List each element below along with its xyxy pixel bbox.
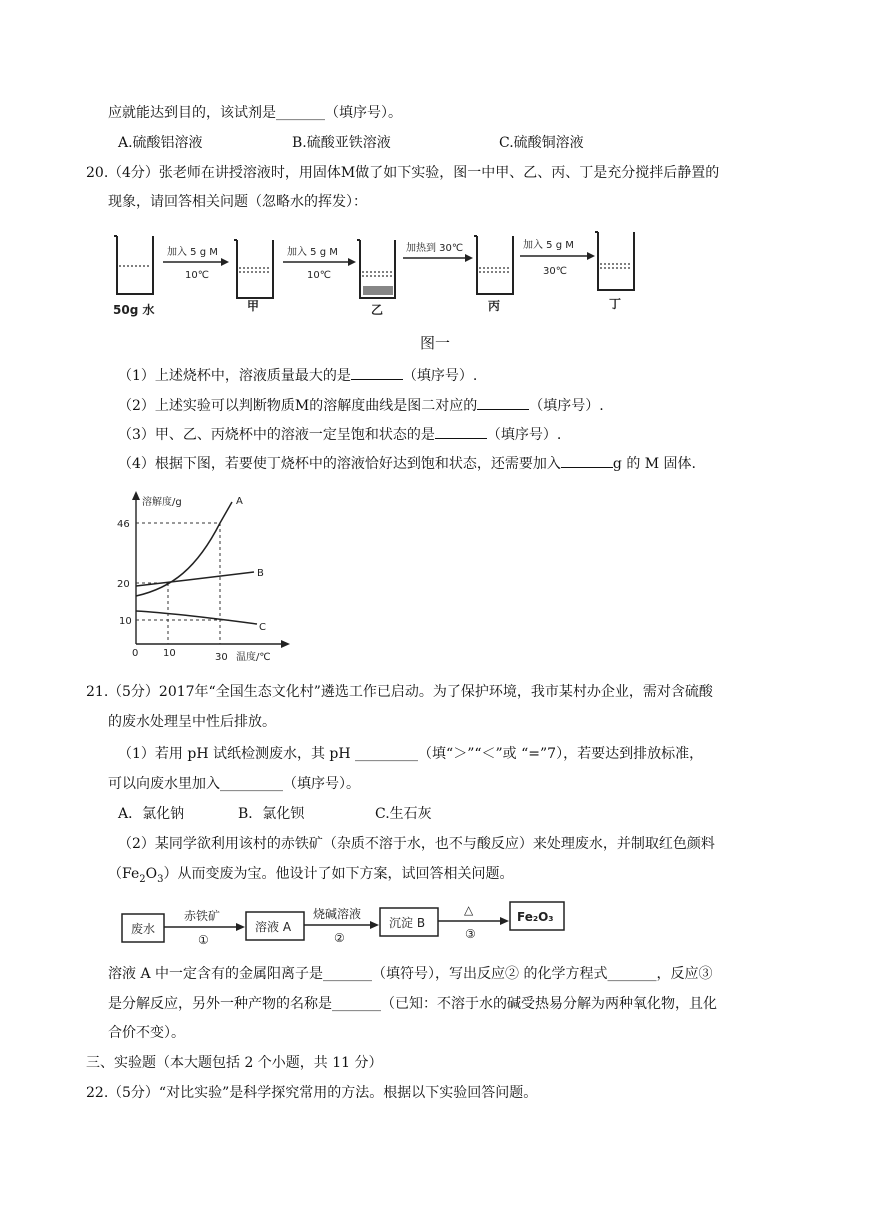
q21-sub1-line2: 可以向废水里加入_________（填序号）。 bbox=[108, 776, 360, 792]
beaker-water bbox=[117, 236, 153, 294]
q21-option-c: C.生石灰 bbox=[375, 806, 432, 822]
q21-number: 21. bbox=[86, 684, 109, 700]
label-water: 50g 水 bbox=[113, 303, 155, 317]
curve-label-a: A bbox=[236, 496, 243, 507]
q20-sub3: （3）甲、乙、丙烧杯中的溶液一定呈饱和状态的是 （填序号）. bbox=[118, 424, 561, 444]
arrow1-top: 加入 5 g M bbox=[167, 247, 218, 258]
q19-line: 应就能达到目的，该试剂是_______（填序号）。 bbox=[108, 105, 402, 121]
label-bing: 丙 bbox=[488, 299, 501, 313]
x-axis-label: 温度/℃ bbox=[236, 652, 271, 663]
flow-arrow-2-bottom: ② bbox=[334, 931, 345, 945]
curve-c bbox=[136, 611, 257, 624]
flow-arrow-3-bottom: ③ bbox=[465, 927, 476, 941]
label-ding: 丁 bbox=[609, 297, 622, 311]
xtick-0: 0 bbox=[132, 648, 139, 659]
q21-sub2-line2: $(Fe_2O_3)$从而变废为宝。他设计了如下方案，试回答相关问题。 bbox=[108, 866, 514, 885]
q20-sub2: （2）上述实验可以判断物质M的溶解度曲线是图二对应的 （填序号）. bbox=[118, 395, 604, 415]
q22-number: 22. bbox=[86, 1085, 109, 1101]
q21-para-line3: 合价不变）。 bbox=[108, 1025, 185, 1041]
flow-arrow-1-top: 赤铁矿 bbox=[184, 909, 221, 923]
curve-a bbox=[136, 502, 232, 596]
q19-option-a: A.硫酸铝溶液 bbox=[118, 135, 203, 151]
xtick-10: 10 bbox=[163, 648, 176, 659]
beaker-bing bbox=[477, 236, 513, 294]
flow-arrow-2-top: 烧碱溶液 bbox=[313, 907, 362, 921]
q19-option-b: B.硫酸亚铁溶液 bbox=[292, 135, 391, 151]
figure-one-beakers bbox=[105, 222, 665, 322]
label-yi: 乙 bbox=[371, 303, 384, 317]
curve-label-c: C bbox=[259, 622, 266, 633]
ytick-46: 46 bbox=[117, 519, 130, 530]
q22-stem-line1: （5分）“对比实验”是科学探究常用的方法。根据以下实验回答问题。 bbox=[108, 1085, 538, 1101]
q21-sub2-line1: （2）某同学欲利用该村的赤铁矿（杂质不溶于水，也不与酸反应）来处理废水，并制取红色颜料 bbox=[118, 836, 715, 852]
label-jia: 甲 bbox=[247, 299, 260, 313]
beaker-ding bbox=[598, 232, 634, 290]
q19-option-c: C.硫酸铜溶液 bbox=[499, 135, 584, 151]
xtick-30: 30 bbox=[215, 652, 228, 663]
arrow2-top: 加入 5 g M bbox=[287, 247, 338, 258]
ytick-10: 10 bbox=[119, 616, 132, 627]
q20-stem-line1: （4分）张老师在讲授溶液时，用固体M做了如下实验，图一中甲、乙、丙、丁是充分搅拌后静置的 bbox=[108, 165, 720, 181]
q20-number: 20. bbox=[86, 165, 109, 181]
section-three-heading: 三、实验题（本大题包括 2 个小题，共 11 分） bbox=[86, 1055, 383, 1071]
flow-box-1-text: 废水 bbox=[131, 922, 156, 936]
q21-para-line2: 是分解反应，另外一种产物的名称是_______（已知：不溶于水的碱受热易分解为两种氧化物，且化 bbox=[108, 996, 717, 1012]
beaker-jia bbox=[237, 240, 273, 298]
arrow1-bottom: 10℃ bbox=[185, 270, 209, 281]
arrow4-top: 加入 5 g M bbox=[523, 240, 574, 251]
flow-box-2-text: 溶液 A bbox=[255, 920, 292, 934]
arrow3-top: 加热到 30℃ bbox=[406, 243, 464, 254]
solubility-graph bbox=[112, 488, 292, 668]
ytick-20: 20 bbox=[117, 579, 130, 590]
curve-label-b: B bbox=[257, 568, 264, 579]
q21-option-a: A．氯化钠 bbox=[118, 806, 185, 822]
q20-sub4: （4）根据下图，若要使丁烧杯中的溶液恰好达到饱和状态，还需要加入 g 的 M 固体. bbox=[118, 453, 696, 473]
flow-arrow-3-top: △ bbox=[464, 903, 474, 917]
arrow4-bottom: 30℃ bbox=[543, 266, 567, 277]
flow-arrow-1-bottom: ① bbox=[198, 933, 209, 947]
flow-box-3-text: 沉淀 B bbox=[389, 916, 426, 930]
treatment-flowchart bbox=[112, 896, 572, 952]
q21-stem-line2: 的废水处理呈中性后排放。 bbox=[108, 714, 276, 730]
y-axis-label: 溶解度/g bbox=[142, 497, 182, 508]
undissolved-solid bbox=[363, 286, 393, 295]
q21-sub1-line1: （1）若用 pH 试纸检测废水，其 pH _________（填“＞”“＜”或 “=”7），若要达到排放标准， bbox=[118, 746, 704, 762]
q21-option-b: B．氯化钡 bbox=[238, 806, 305, 822]
q21-para-line1: 溶液 A 中一定含有的金属阳离子是_______（填符号），写出反应② 的化学方程式_______，反应③ bbox=[108, 966, 713, 982]
q21-stem-line1: （5分）2017年“全国生态文化村”遴选工作已启动。为了保护环境，我市某村办企业，需对含硫酸 bbox=[108, 684, 713, 700]
q20-stem-line2: 现象，请回答相关问题（忽略水的挥发）： bbox=[108, 194, 367, 210]
figure-one-caption: 图一 bbox=[420, 334, 451, 352]
flow-box-4-text: Fe₂O₃ bbox=[517, 910, 554, 924]
q20-sub1: （1）上述烧杯中，溶液质量最大的是 （填序号）. bbox=[118, 365, 477, 385]
arrow2-bottom: 10℃ bbox=[307, 270, 331, 281]
curve-b bbox=[136, 572, 254, 586]
